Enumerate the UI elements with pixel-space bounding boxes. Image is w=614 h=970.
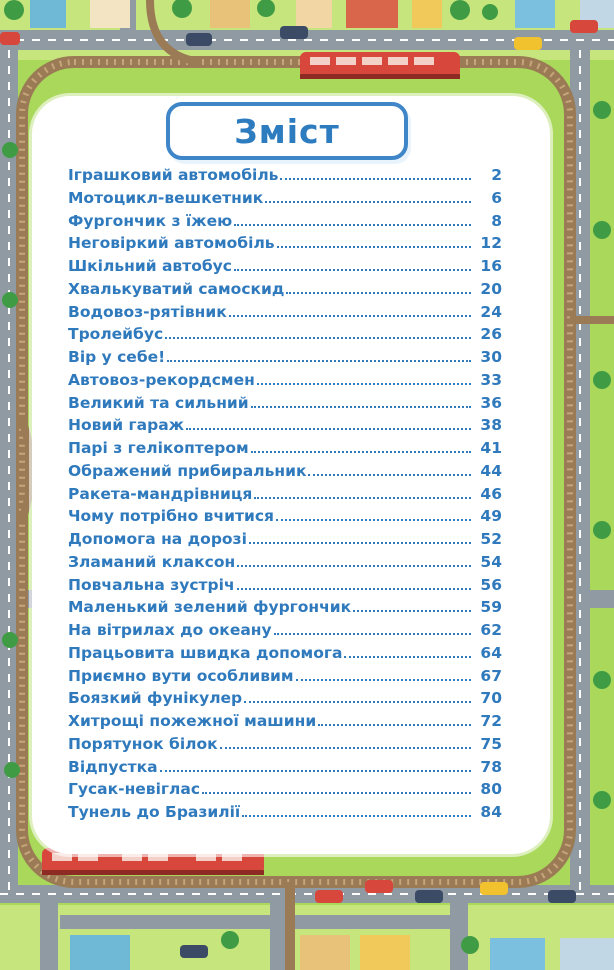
toc-entry-title: Маленький зелений фургончик (68, 598, 352, 617)
toc-entry-title: Вір у себе! (68, 348, 166, 366)
toc-entry[interactable] (68, 803, 502, 826)
toc-entry-title: Парі з гелікоптером (68, 439, 249, 457)
toc-entry-page-number: 78 (480, 757, 502, 776)
toc-entry-page-number: 46 (480, 484, 502, 503)
houses-top (30, 0, 614, 28)
toc-entry-title: Тролейбус (68, 325, 164, 344)
page-title: Зміст (234, 111, 340, 151)
dot-leader (318, 724, 471, 726)
dot-leader (274, 633, 471, 635)
toc-entry-title: Приємно вути особливим (68, 666, 294, 685)
dot-leader (251, 451, 471, 453)
toc-entry-page-number: 67 (480, 666, 502, 685)
toc-entry-page-number: 30 (480, 348, 502, 366)
toc-entry-title: На вітрилах до океану (68, 621, 272, 639)
toc-entry-title: Гусак-невіглас (68, 780, 201, 799)
toc-entry-page-number: 54 (480, 552, 502, 571)
toc-entry-title: Працьовита швидка допомога (68, 643, 343, 662)
dot-leader (242, 815, 471, 817)
toc-entry-title: Автовоз-рекордсмен (68, 370, 255, 389)
toc-entry[interactable] (68, 166, 502, 189)
dot-leader (308, 474, 471, 476)
toc-entry-title: Допомога на дорозі (68, 530, 247, 548)
toc-entry[interactable] (68, 530, 502, 553)
toc-entry-title: Іграшковий автомобіль (68, 166, 279, 184)
toc-entry-title: Хвалькуватий самоскид (68, 279, 285, 298)
toc-entry-title: Неговіркий автомобіль (68, 234, 275, 253)
toc-entry-page-number: 70 (480, 689, 502, 708)
toc-entry[interactable] (68, 212, 502, 235)
dot-leader (276, 519, 471, 521)
toc-entry-title: Великий та сильний (68, 393, 249, 412)
toc-entry[interactable] (68, 189, 502, 212)
toc-entry-page-number: 38 (480, 416, 502, 435)
train-top (300, 52, 460, 79)
toc-entry[interactable] (68, 371, 502, 394)
dot-leader (167, 360, 471, 362)
dot-leader (165, 337, 471, 339)
toc-entry-page-number: 72 (480, 712, 502, 730)
dot-leader (286, 292, 471, 294)
toc-entry-title: Порятунок білок (68, 734, 218, 753)
toc-entry-title: Фургончик з їжею (68, 211, 233, 230)
toc-entry-page-number: 41 (480, 439, 502, 457)
toc-entry[interactable] (68, 644, 502, 667)
toc-entry-title: Ракета-мандрівниця (68, 484, 253, 503)
toc-entry-page-number: 75 (480, 734, 502, 753)
toc-entry-page-number: 16 (480, 257, 502, 275)
toc-entry-page-number: 26 (480, 325, 502, 344)
dot-leader (257, 383, 471, 385)
dot-leader (265, 201, 471, 203)
dot-leader (254, 497, 471, 499)
dot-leader (202, 792, 471, 794)
toc-entry[interactable] (68, 325, 502, 348)
toc-entry-page-number: 24 (480, 302, 502, 321)
toc-entry-title: Ображений прибиральник (68, 461, 307, 480)
toc-entry-page-number: 80 (480, 780, 502, 799)
toc-entry-page-number: 36 (480, 393, 502, 412)
toc-entry[interactable] (68, 280, 502, 303)
dot-leader (277, 246, 471, 248)
toc-entry-title: Повчальна зустріч (68, 575, 235, 594)
toc-entry[interactable] (68, 758, 502, 781)
dot-leader (186, 428, 471, 430)
toc-entry-page-number: 8 (491, 211, 502, 230)
toc-entry-title: Зламаний клаксон (68, 552, 236, 571)
toc-entry-page-number: 59 (480, 598, 502, 617)
toc-entry-title: Мотоцикл-вешкетник (68, 188, 264, 207)
dot-leader (160, 770, 471, 772)
toc-entry[interactable] (68, 621, 502, 644)
toc-entry-page-number: 33 (480, 370, 502, 389)
dot-leader (237, 565, 471, 567)
toc-entry-page-number: 20 (480, 279, 502, 298)
toc-entry-page-number: 49 (480, 507, 502, 526)
toc-entry-page-number: 62 (480, 621, 502, 639)
dot-leader (229, 315, 471, 317)
toc-entry[interactable] (68, 439, 502, 462)
toc-entry-title: Новий гараж (68, 416, 185, 435)
dot-leader (280, 178, 471, 180)
toc-entry[interactable] (68, 598, 502, 621)
dot-leader (296, 679, 471, 681)
dot-leader (220, 747, 471, 749)
toc-entry-page-number: 52 (480, 530, 502, 548)
toc-entry[interactable] (68, 712, 502, 735)
table-of-contents (68, 166, 502, 826)
dot-leader (234, 224, 471, 226)
toc-entry[interactable] (68, 348, 502, 371)
toc-entry[interactable] (68, 257, 502, 280)
toc-entry[interactable] (68, 553, 502, 576)
toc-entry-title: Водовоз-рятівник (68, 302, 227, 321)
toc-entry-page-number: 2 (491, 166, 502, 184)
dot-leader (249, 542, 471, 544)
toc-entry[interactable] (68, 735, 502, 758)
toc-entry-page-number: 64 (480, 643, 502, 662)
toc-entry-title: Хитрощі пожежної машини (68, 712, 317, 730)
toc-entry[interactable] (68, 576, 502, 599)
dot-leader (353, 610, 471, 612)
toc-entry-page-number: 12 (480, 234, 502, 253)
toc-entry[interactable] (68, 303, 502, 326)
toc-entry[interactable] (68, 234, 502, 257)
toc-entry-title: Чому потрібно вчитися (68, 507, 274, 526)
dot-leader (244, 701, 471, 703)
toc-entry[interactable] (68, 780, 502, 803)
toc-entry[interactable] (68, 462, 502, 485)
toc-entry[interactable] (68, 416, 502, 439)
toc-entry[interactable] (68, 485, 502, 508)
title-banner (166, 102, 408, 160)
dot-leader (251, 406, 471, 408)
toc-entry-title: Тунель до Бразилії (68, 803, 241, 821)
toc-entry-page-number: 44 (480, 461, 502, 480)
dot-leader (344, 656, 471, 658)
toc-entry-page-number: 56 (480, 575, 502, 594)
toc-entry-title: Відпустка (68, 757, 158, 776)
toc-entry[interactable] (68, 689, 502, 712)
toc-entry-page-number: 6 (491, 188, 502, 207)
dot-leader (237, 588, 471, 590)
toc-entry-title: Шкільний автобус (68, 257, 232, 275)
toc-entry[interactable] (68, 394, 502, 417)
toc-entry-page-number: 84 (480, 803, 502, 821)
toc-entry[interactable] (68, 667, 502, 690)
toc-entry-title: Боязкий фунікулер (68, 689, 243, 708)
toc-entry[interactable] (68, 507, 502, 530)
dot-leader (234, 269, 471, 271)
